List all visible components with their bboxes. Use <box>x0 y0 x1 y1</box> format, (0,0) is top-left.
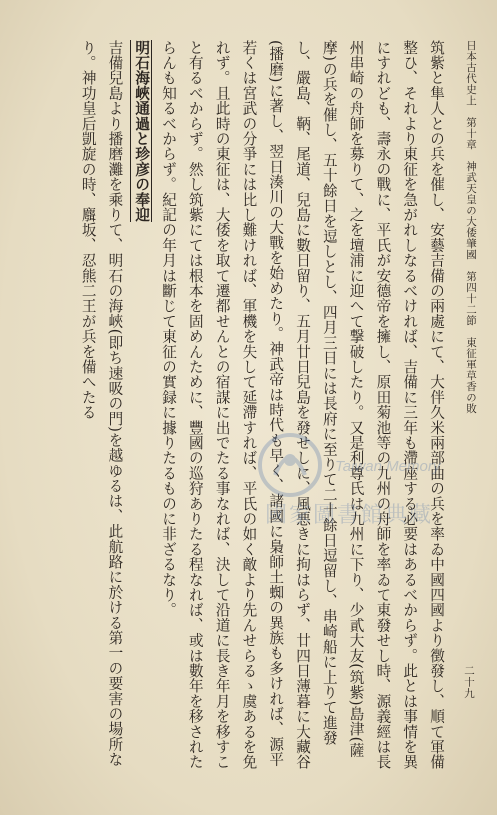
taiwan-memory-logo-icon <box>255 430 325 500</box>
watermark-chinese: 國家圖書館典藏 <box>265 503 434 528</box>
watermark-english: Taiwan Memory <box>335 458 441 475</box>
body-text <box>19 40 449 775</box>
section-heading-wrap <box>127 40 154 775</box>
library-watermark <box>255 420 475 560</box>
running-header: 日本古代史上 第十章 神武天皇の大倭肇國 第四十二節 東征軍草香の敗 <box>465 40 477 414</box>
paragraph-1: 筑紫と隼人との兵を催し、安藝吉備の兩處にて、大伴久米兩部曲の兵を率ゐ中國四國より徴發し、順て軍備整ひ、それより東征を急がれしなるべければ、吉備に三年も滯座する必要はあるべからず。此とは事情を異にすれども、壽永の戰に、平氏が安德帝を擁し、原田菊池等の九州の舟師を率ゐて東發せし時、源義經は長州串崎の舟師を募りて、之を壇浦に迎へて撃破したり。又是利尊氏は九州に下り、少貳大友(筑紫)島津(薩摩)の兵を催し、五十餘日を逗しとし、四月三日には長府に至りて二十餘日逗留し、串崎船に上りて進發し、嚴島、鞆、尾道、兒島に數日留り、五月廿日兒島を發せしに、風悪きに拘はらず、廿四日薄暮に大藏谷(播磨)に著し、翌日湊川の大戰を始めたり。神武帝は時代も早く、諸國に梟師土蜘の異族も多ければ、源平若くは宮武の分爭には比し難ければ、軍機を失して延滯すれば、平氏の如く敵より先んせらるゝ虞あるを免れず。且此時の東征は、大倭を取て遷都せんとの宿謀に出でたる事なれば、決して沿道に長き年月を移すこと有るべからず。然し筑紫にては根本を固めんために、豐國の巡狩ありたる程なれば、或は數年を移されたらんも知るべからず。紀記の年月は斷じて東征の實録に據りたるものに非ざるなり。 <box>160 40 445 770</box>
page-number: 二十九 <box>463 665 475 700</box>
paragraph-2: 吉備兒島より播磨灘を乘りて、明石の海峽(即ち速吸の門)を越ゆるは、此航路に於ける第一の要害の場所なり。神功皇后凱旋の時、麛坂、忍熊二王が兵を備へたる <box>79 40 124 767</box>
section-heading: 明石海峽通過と珍彦の奉迎 <box>130 40 152 222</box>
